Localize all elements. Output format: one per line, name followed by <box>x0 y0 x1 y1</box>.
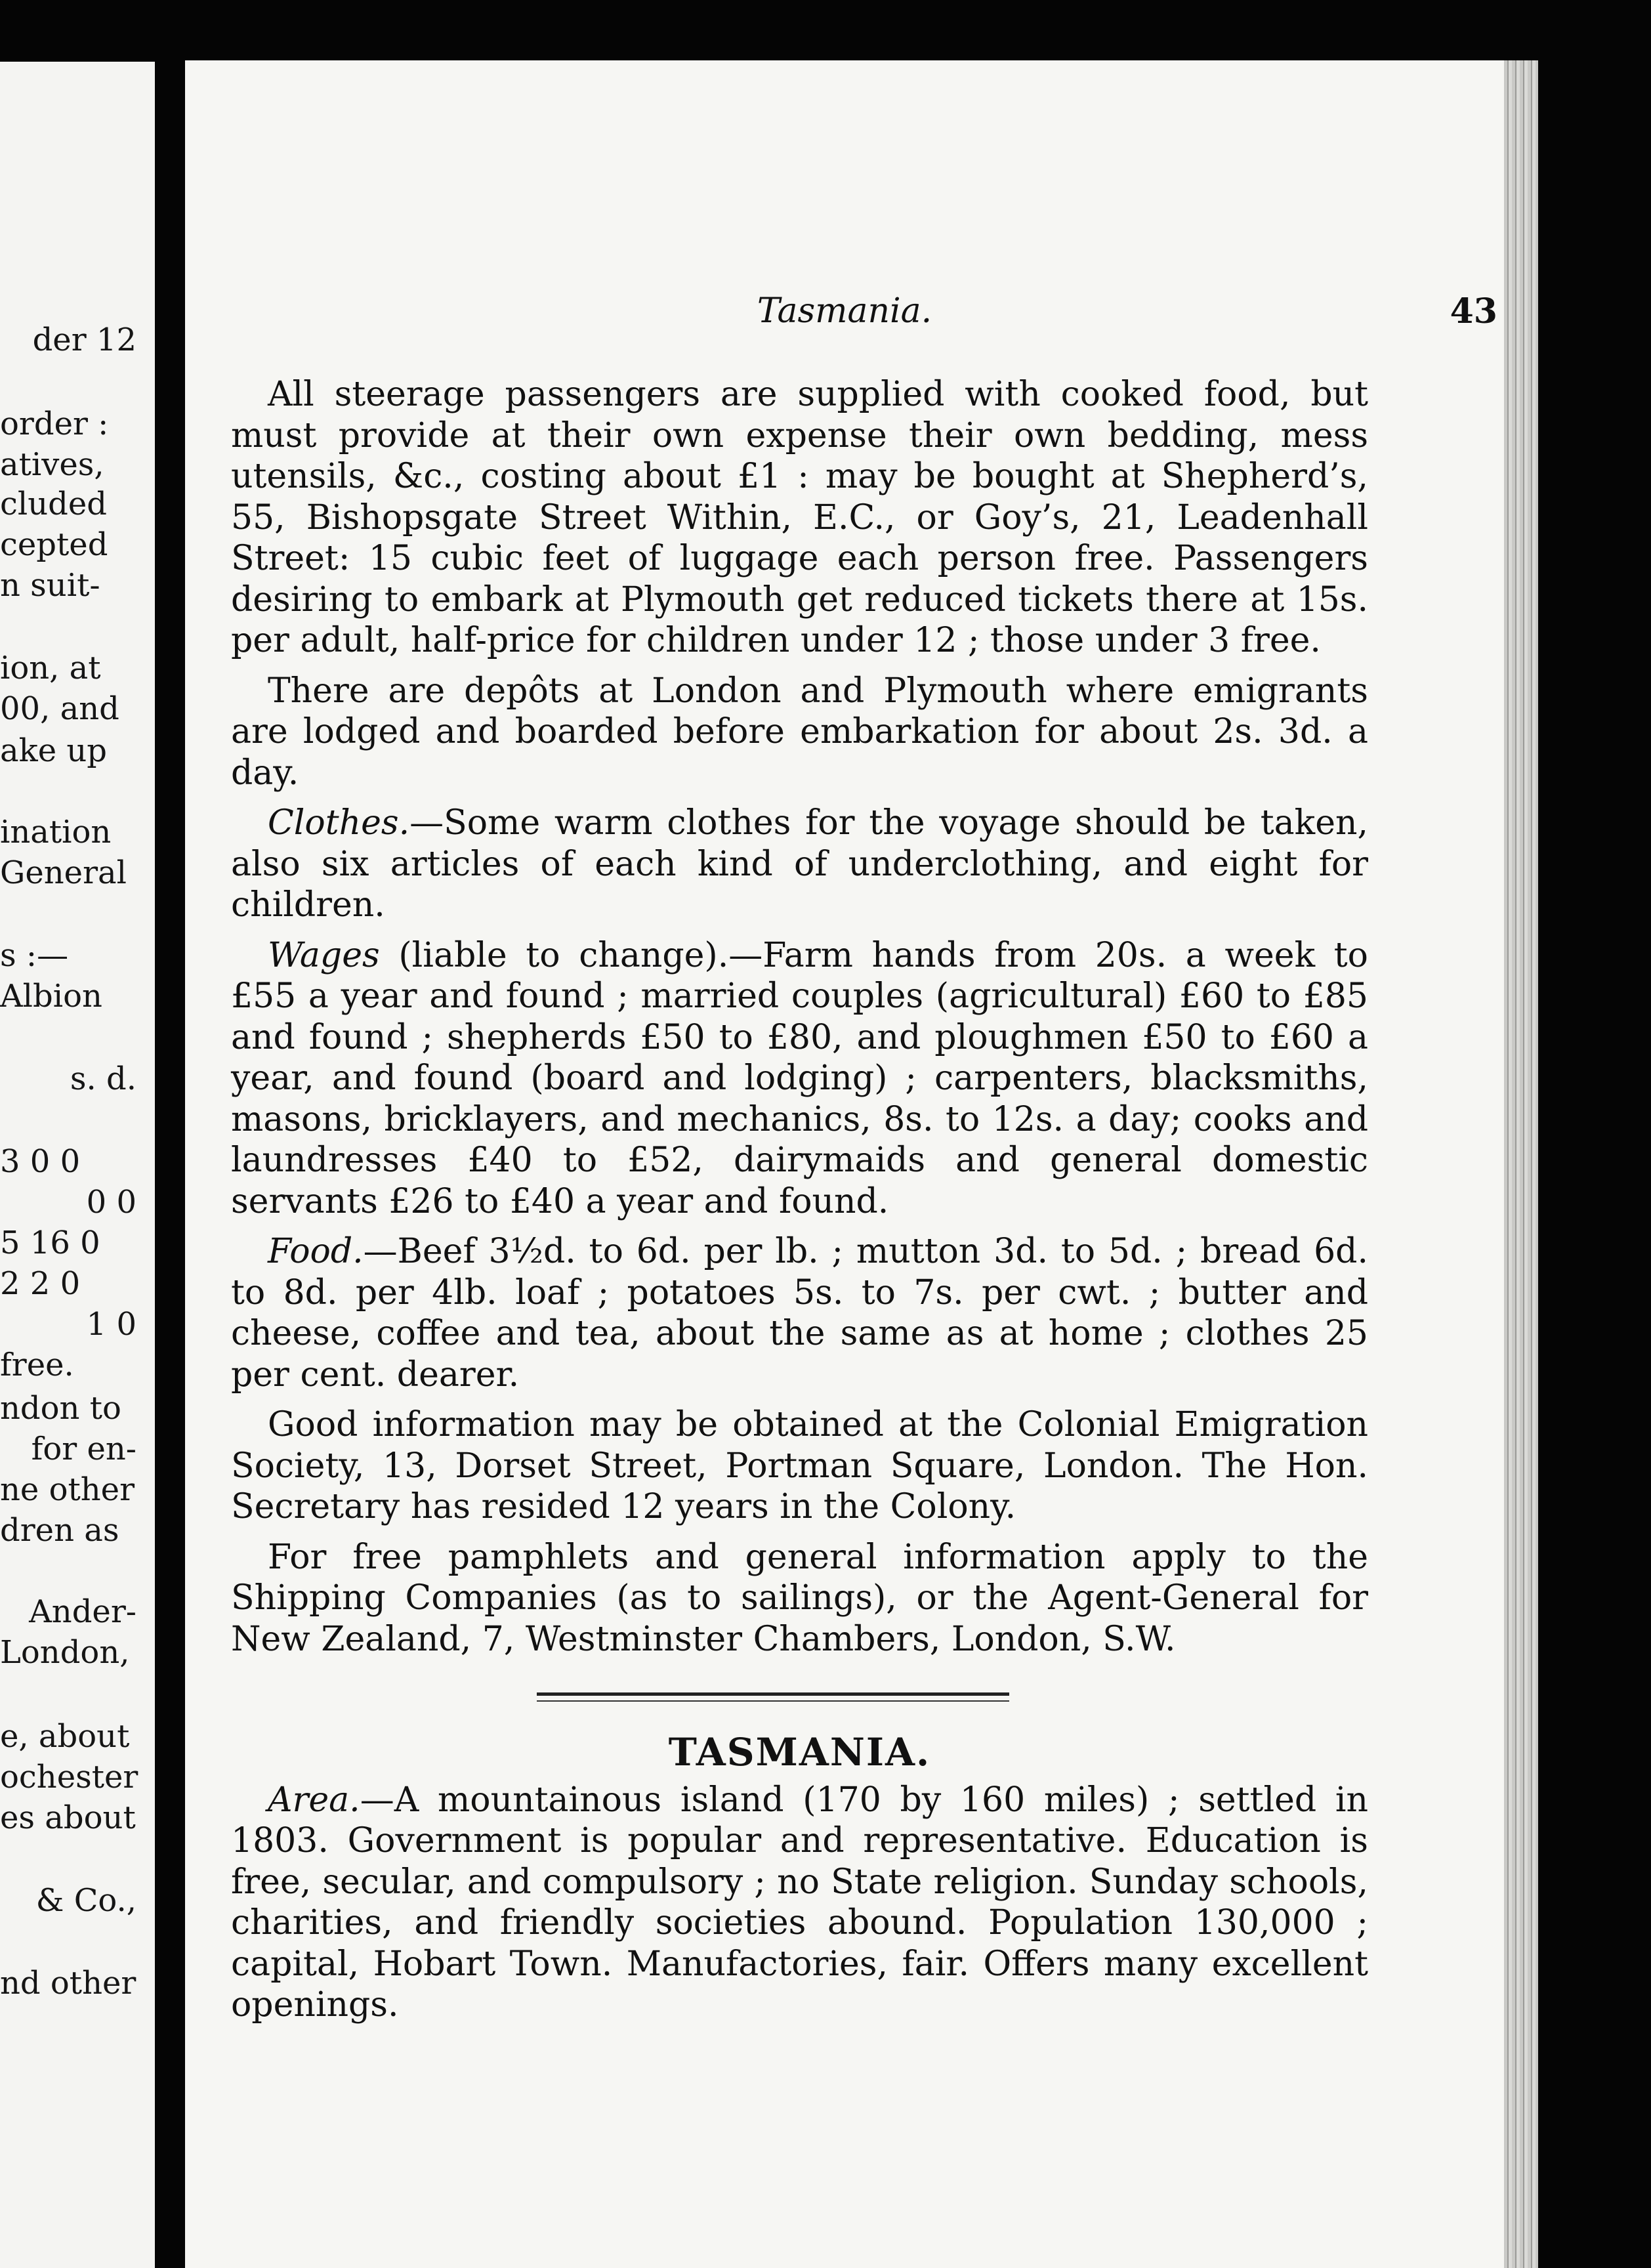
facing-page-line: atives, <box>0 446 104 483</box>
paragraph-clothes <box>231 803 1368 926</box>
facing-page-line: cepted <box>0 526 108 563</box>
facing-page-line: cluded <box>0 486 108 522</box>
facing-page-line: ination <box>0 814 112 850</box>
divider-thick-rule <box>537 1692 1009 1696</box>
facing-page-line: ion, at <box>0 650 101 686</box>
facing-page-line: ndon to <box>0 1390 121 1427</box>
facing-page-line: 0 0 <box>86 1184 136 1221</box>
facing-page-line: 5 16 0 <box>0 1225 100 1261</box>
facing-page-line: 00, and <box>0 690 119 727</box>
clothes-label: Clothes. <box>268 803 410 843</box>
facing-page-line: e, about <box>0 1718 130 1755</box>
facing-page-line: ake up <box>0 732 108 769</box>
clothes-text: —Some warm clothes for the voyage should be taken, also six articles of each kind of underclothing, and eight for children. <box>231 803 1368 925</box>
paragraph-wages <box>231 935 1368 1223</box>
paragraph-steerage: All steerage passengers are supplied with cooked food, but must provide at their own expense their own bedding, mess utensils, &c., costing about £1 : may be bought at Shepherd’s, 55, Bishopsgate Street Within, E.C., or Goy’s, 21, Leadenhall Street: 15 cubic feet of luggage each person free. Passengers desiring to embark at Plymouth get reduced tickets there at 15s. per adult, half-price for children under 12 ; those under 3 free. <box>231 375 1368 660</box>
facing-page-line: General <box>0 854 127 891</box>
facing-page-line: nd other <box>0 1965 136 2002</box>
facing-page-line: 3 0 0 <box>0 1143 81 1180</box>
paragraph-pamphlets: For free pamphlets and general information apply to the Shipping Companies (as to sailings), or the Agent-General for New Zealand, 7, Westminster Chambers, London, S.W. <box>231 1537 1368 1659</box>
divider-thin-rule <box>537 1700 1009 1702</box>
facing-page-line: dren as <box>0 1512 119 1549</box>
facing-page-fragment <box>0 62 155 2268</box>
facing-page-line: s. d. <box>70 1060 136 1097</box>
facing-page-line: & Co., <box>35 1882 136 1919</box>
wages-text: (liable to change).—Farm hands from 20s. a week to £55 a year and found ; married couples (agricultural) £60 to £85 and found ; shepherds £50 to £80, and ploughmen £50 to £60 a year, and found (board and lodging) ; carpenters, blacksmiths, masons, bricklayers, and mechanics, 8s. to 12s. a day; cooks and laundresses £40 to £52, dairymaids and general domestic servants £26 to £40 a year and found. <box>231 935 1368 1221</box>
paragraph-information: Good information may be obtained at the Colonial Emigration Society, 13, Dorset Street, Portman Square, London. The Hon. Secretary has resided 12 years in the Colony. <box>231 1405 1368 1526</box>
food-label: Food. <box>268 1232 364 1271</box>
food-text: —Beef 3½d. to 6d. per lb. ; mutton 3d. to 5d. ; bread 6d. to 8d. per 4lb. loaf ; potatoes 5s. to 7s. per cwt. ; butter and cheese, coffee and tea, about the same as at home ; clothes 25 per cent. dearer. <box>231 1232 1368 1395</box>
facing-page-line: Ander- <box>29 1593 136 1630</box>
facing-page-line: 2 2 0 <box>0 1265 81 1302</box>
facing-page-line: free. <box>0 1347 74 1383</box>
facing-page-line: der 12 <box>32 322 136 358</box>
wages-label: Wages <box>268 935 380 975</box>
paragraph-food <box>231 1231 1368 1395</box>
facing-page-line: Albion <box>0 978 102 1015</box>
facing-page-line: order : <box>0 406 109 442</box>
facing-page-line: London, <box>0 1634 130 1671</box>
area-text: —A mountainous island (170 by 160 miles) ; settled in 1803. Government is popular and representative. Education is free, secular, and compulsory ; no State religion. Sunday schools, charities, and friendly societies abound. Population 130,000 ; capital, Hobart Town. Manufactories, fair. Offers many excellent openings. <box>231 1780 1368 2025</box>
facing-page-line: 1 0 <box>86 1306 136 1343</box>
area-label: Area. <box>268 1780 360 1820</box>
facing-page-line: for en- <box>31 1431 136 1467</box>
section-divider <box>231 1681 1368 1711</box>
page-number: 43 <box>1450 291 1497 331</box>
page-body <box>231 374 1368 2026</box>
paragraph-area <box>231 1780 1368 2026</box>
facing-page-line: n suit- <box>0 567 100 604</box>
facing-page-line: ochester <box>0 1759 138 1796</box>
facing-page-line: s :— <box>0 937 69 974</box>
page-edge-stack <box>1504 60 1538 2268</box>
facing-page-line: es about <box>0 1799 136 1836</box>
running-header: Tasmania. <box>757 291 932 331</box>
paragraph-depots: There are depôts at London and Plymouth where emigrants are lodged and boarded before embarkation for about 2s. 3d. a day. <box>231 671 1368 793</box>
facing-page-line: ne other <box>0 1471 135 1508</box>
book-page <box>185 60 1504 2268</box>
section-heading: TASMANIA. <box>668 1730 931 1774</box>
